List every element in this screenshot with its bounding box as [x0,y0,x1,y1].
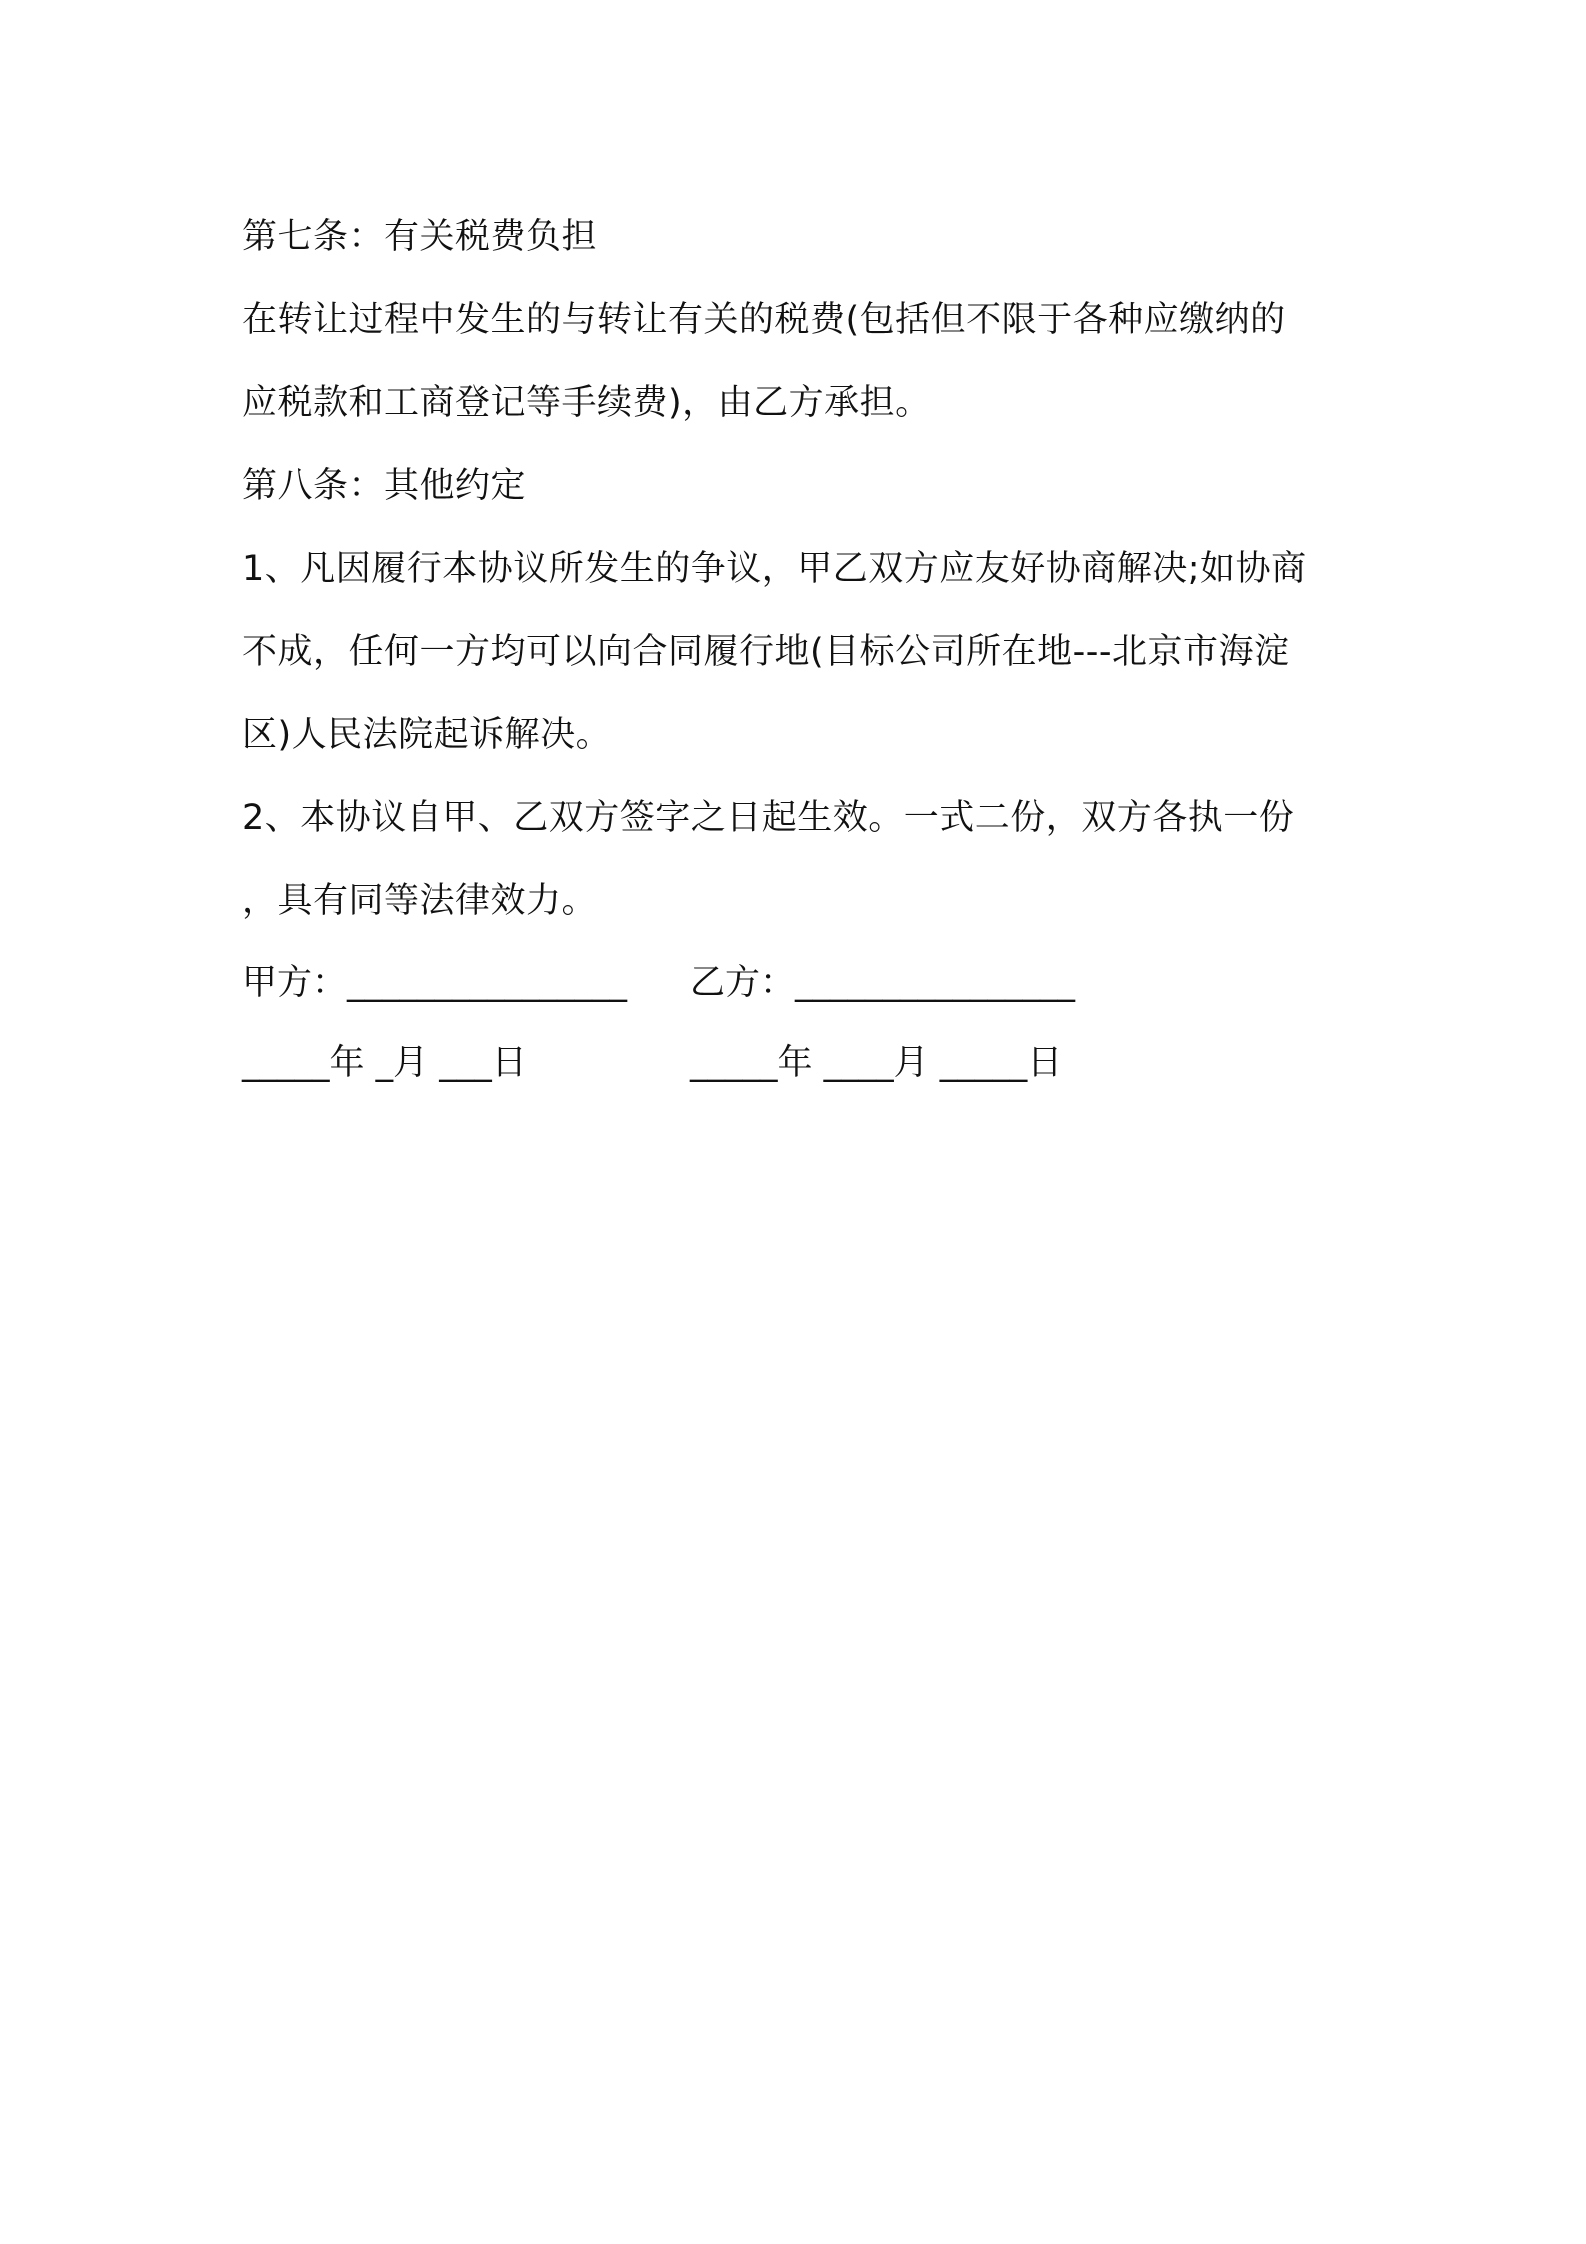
clause-2-line: ，具有同等法律效力。 [242,881,598,921]
party-a-date: _____年 _月 ___日 [242,1043,527,1083]
signature-row [242,943,1352,1023]
party-a-signature: 甲方：________________ [242,963,628,1003]
clause-1-line: 不成，任何一方均可以向合同履行地(目标公司所在地---北京市海淀 [242,632,1290,672]
clause-1-line: 1、凡因履行本协议所发生的争议，甲乙双方应友好协商解决;如协商 [242,549,1307,589]
article-7-text-line: 应税款和工商登记等手续费)，由乙方承担。 [242,383,931,423]
party-b-signature: 乙方：________________ [690,963,1076,1003]
document-body [242,196,1352,1103]
article-8-heading: 第八条：其他约定 [242,466,527,506]
clause-1-line: 区)人民法院起诉解决。 [242,715,612,755]
date-row [242,1023,1352,1103]
clause-2-line: 2、本协议自甲、乙双方签字之日起生效。一式二份，双方各执一份 [242,798,1295,838]
article-7-text-line: 在转让过程中发生的与转让有关的税费(包括但不限于各种应缴纳的 [242,300,1286,340]
article-7-heading: 第七条：有关税费负担 [242,217,598,257]
party-b-date: _____年 ____月 _____日 [690,1043,1063,1083]
